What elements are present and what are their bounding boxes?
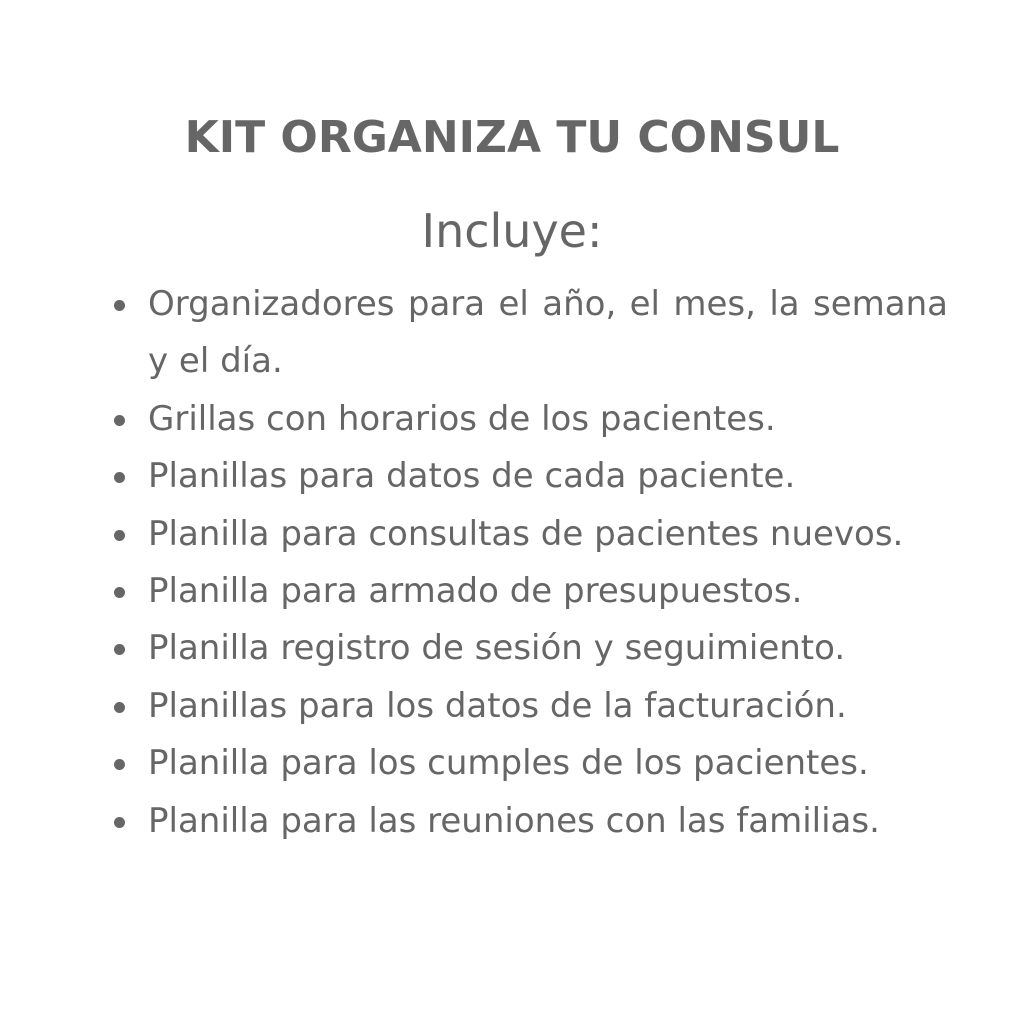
kit-title: KIT ORGANIZA TU CONSUL (184, 112, 840, 163)
list-item (110, 391, 948, 448)
list-item (110, 735, 948, 792)
list-item (110, 563, 948, 620)
bullet-icon (114, 472, 125, 483)
bullet-icon (114, 759, 125, 770)
includes-heading: Incluye: (421, 204, 603, 258)
list-item-text: Planilla para consultas de pacientes nuevos. (148, 513, 904, 554)
list-item-text: Planillas para datos de cada paciente. (148, 456, 796, 497)
list-item (110, 620, 948, 677)
bullet-icon (114, 300, 125, 311)
list-item-text: Organizadores para el año, el mes, la semana y el día. (148, 284, 948, 382)
bullet-icon (114, 644, 125, 655)
list-item-text: Planillas para los datos de la facturación. (148, 685, 847, 726)
list-item (110, 793, 948, 850)
bullet-icon (114, 415, 125, 426)
list-item-text: Planilla registro de sesión y seguimiento. (148, 628, 846, 669)
list-item-text: Planilla para armado de presupuestos. (148, 571, 803, 612)
list-item (110, 276, 948, 391)
bullet-icon (114, 530, 125, 541)
list-item (110, 678, 948, 735)
bullet-icon (114, 587, 125, 598)
list-item (110, 506, 948, 563)
list-item-text: Planilla para los cumples de los pacientes. (148, 743, 869, 784)
bullet-icon (114, 702, 125, 713)
list-item-text: Grillas con horarios de los pacientes. (148, 398, 776, 439)
list-item (110, 448, 948, 505)
list-item-text: Planilla para las reuniones con las familias. (148, 800, 880, 841)
bullet-icon (114, 817, 125, 828)
included-items-list (110, 276, 948, 850)
